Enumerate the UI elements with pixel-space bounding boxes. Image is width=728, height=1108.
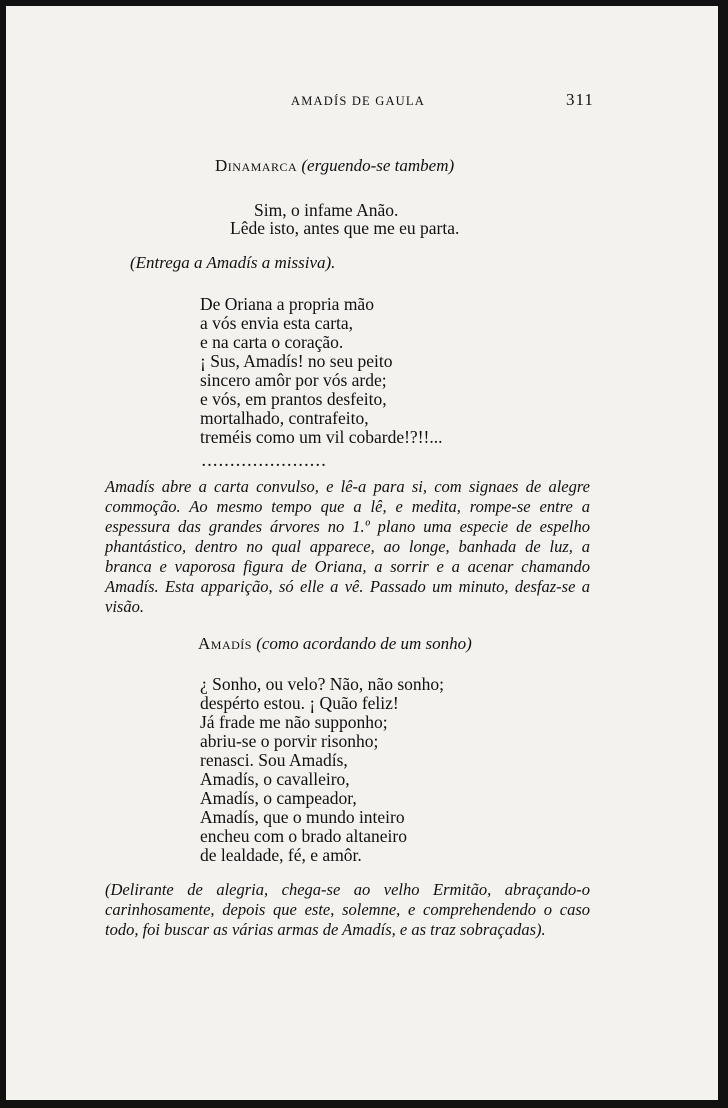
speaker-heading-amadis	[198, 634, 472, 654]
verse-block-3	[200, 675, 444, 865]
ellipsis-line: ......................	[202, 455, 328, 470]
verse-block-1	[230, 201, 459, 237]
verse-line: sincero amôr por vós arde;	[200, 370, 387, 390]
speaker-name: Amadís	[198, 634, 252, 653]
book-page	[6, 6, 718, 1100]
running-title: AMADÍS DE GAULA	[291, 94, 425, 108]
verse-line: a vós envia esta carta,	[200, 313, 354, 333]
verse-line: renasci. Sou Amadís,	[200, 750, 348, 770]
stage-direction: (como acordando de um sonho)	[256, 634, 472, 653]
verse-line: Amadís, que o mundo inteiro	[200, 807, 405, 827]
stage-direction-ermitao	[105, 880, 590, 940]
verse-block-2	[200, 295, 442, 447]
verse-line: Amadís, o campeador,	[200, 788, 357, 808]
verse-line: despérto estou. ¡ Quão feliz!	[200, 693, 399, 713]
verse-line: Amadís, o cavalleiro,	[200, 769, 350, 789]
stage-direction: (erguendo-se tambem)	[301, 156, 455, 175]
verse-line: e na carta o coração.	[200, 332, 344, 352]
stage-direction-vision	[105, 477, 590, 617]
verse-line: e vós, em prantos desfeito,	[200, 389, 387, 409]
verse-line: treméis como um vil cobarde!?!!...	[200, 427, 443, 447]
verse-line: ¡ Sus, Amadís! no seu peito	[200, 351, 393, 371]
stage-direction-missiva: (Entrega a Amadís a missiva).	[130, 253, 336, 272]
verse-line: ¿ Sonho, ou velo? Não, não sonho;	[200, 674, 444, 694]
stage-direction-text: (Delirante de alegria, chega-se ao velho Ermitão, abraçando-o carinhosamente, depois que este, solemne, e comprehendendo o caso todo, foi buscar as várias armas de Amadís, e as traz sobraçadas).	[105, 880, 590, 939]
verse-line: Já frade me não supponho;	[200, 712, 388, 732]
speaker-heading-dinamarca	[215, 156, 454, 176]
verse-line: Sim, o infame Anão.	[254, 200, 399, 220]
stage-direction-text: Amadís abre a carta convulso, e lê-a para si, com signaes de alegre commoção. Ao mesmo tempo que a lê, e medita, rompe-se entre a espessura das grandes árvores no 1.º plano uma especie de espelho phantástico, dentro no qual apparece, ao longe, banhada de luz, a branca e vaporosa figura de Oriana, a sorrir e a acenar chamando Amadís. Esta apparição, só elle a vê. Passado um minuto, desfaz-se a visão.	[105, 477, 590, 616]
verse-line: De Oriana a propria mão	[200, 294, 374, 314]
verse-line: Lêde isto, antes que me eu parta.	[230, 218, 460, 238]
verse-line: mortalhado, contrafeito,	[200, 408, 369, 428]
page-number: 311	[566, 90, 594, 109]
speaker-name: Dinamarca	[215, 156, 298, 175]
verse-line: encheu com o brado altaneiro	[200, 826, 407, 846]
verse-line: de lealdade, fé, e amôr.	[200, 845, 362, 865]
verse-line: abriu-se o porvir risonho;	[200, 731, 379, 751]
